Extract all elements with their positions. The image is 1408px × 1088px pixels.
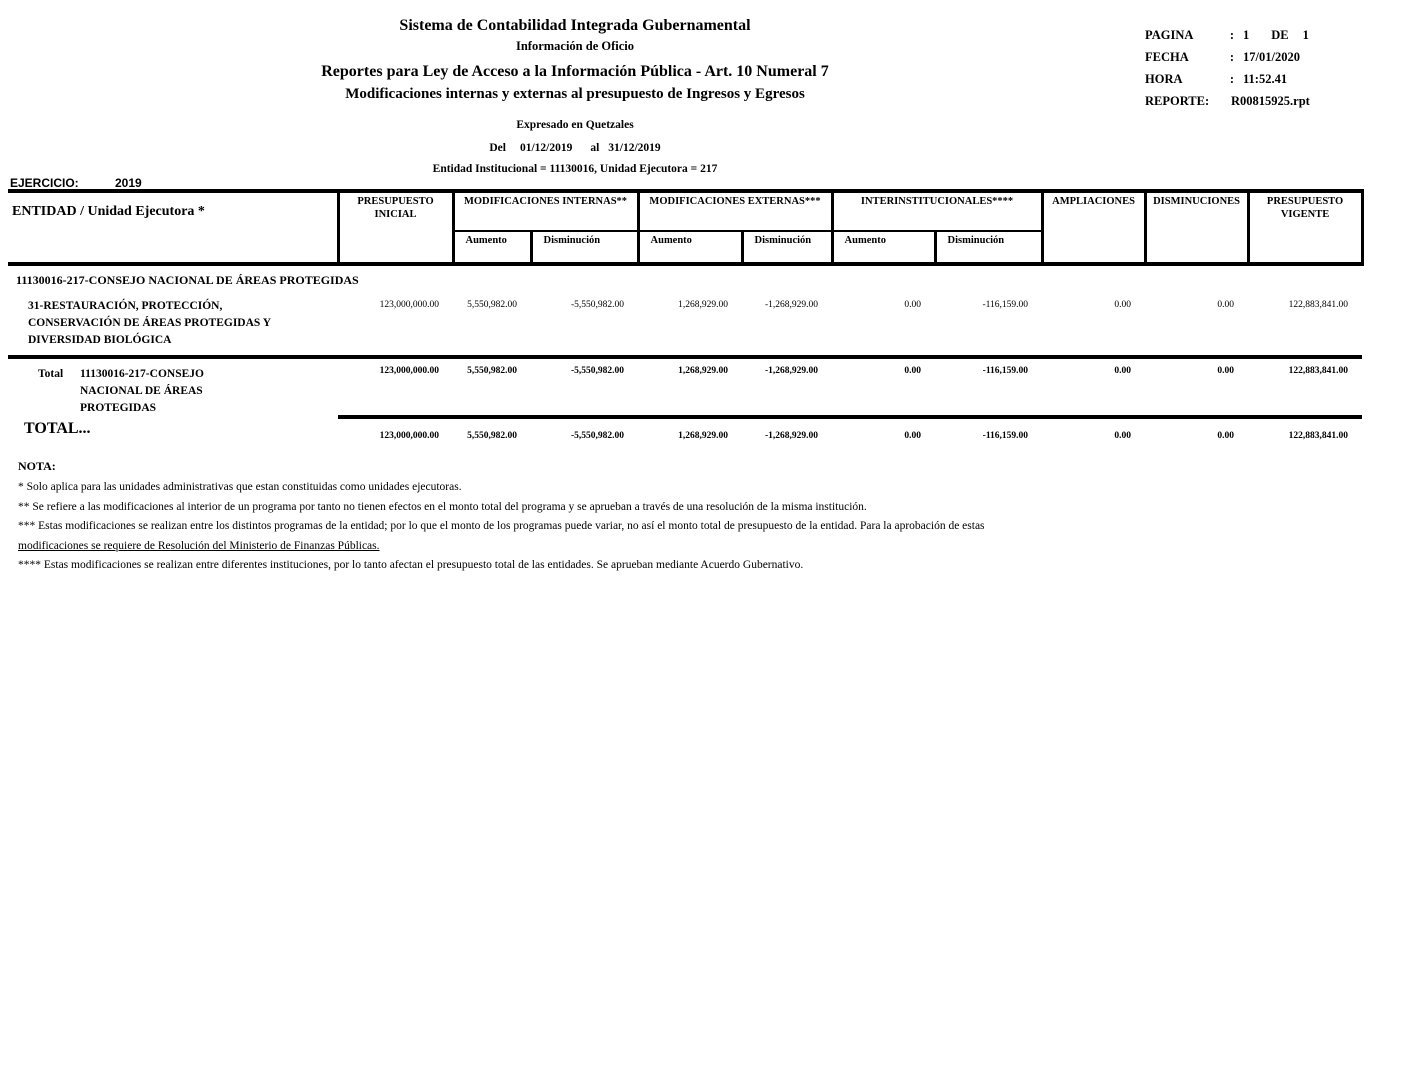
entity-total-description (8, 357, 338, 417)
grand-value-disminuciones: 0.00 (1145, 417, 1248, 449)
grand-value-presupuesto-vigente: 122,883,841.00 (1248, 417, 1362, 449)
grand-value-aumento-internas: 5,550,982.00 (453, 417, 531, 449)
period-to-label: al (590, 142, 600, 154)
total-description-line: NACIONAL DE ÁREAS (80, 385, 203, 397)
total-value-aumento-internas: 5,550,982.00 (467, 366, 517, 376)
total-value-presupuesto-inicial: 123,000,000.00 (379, 366, 439, 376)
value-cell-disminucion-interinst: -116,159.00 (935, 292, 1042, 357)
hora-row (1145, 72, 1395, 87)
grand-total-row (8, 417, 1362, 449)
report-title: Sistema de Contabilidad Integrada Gubernamental (399, 17, 751, 34)
pagina-total: 1 (1302, 28, 1309, 42)
reporte-row (1145, 94, 1395, 109)
value-cell-disminuciones: 0.00 (1145, 292, 1248, 357)
col-aumento-externas-header: Aumento (638, 231, 742, 264)
total-description-line: 11130016-217-CONSEJO (80, 368, 204, 380)
fecha-row (1145, 50, 1395, 65)
value-cell-ampliaciones: 0.00 (1042, 292, 1145, 357)
currency-note: Expresado en Quetzales (516, 119, 634, 131)
grand-value-aumento-interinst: 0.00 (832, 417, 935, 449)
total-description-line: PROTEGIDAS (80, 402, 157, 414)
fecha-colon: : (1229, 50, 1235, 64)
program-row (8, 292, 1362, 357)
program-description-line: CONSERVACIÓN DE ÁREAS PROTEGIDAS Y (28, 317, 272, 329)
pagina-colon: : (1229, 28, 1235, 42)
ejercicio-label: EJERCICIO: (10, 176, 79, 190)
total-description-lines (80, 366, 204, 417)
period-from-date: 01/12/2019 (519, 142, 573, 154)
total-value-disminuciones: 0.00 (1217, 366, 1235, 376)
value-cell-aumento-externas: 1,268,929.00 (638, 292, 742, 357)
pagina-row (1145, 28, 1395, 43)
group-interinstitucionales-header: INTERINSTITUCIONALES**** (832, 191, 1042, 231)
total-value-aumento-externas: 1,268,929.00 (678, 366, 729, 376)
program-description-line: 31-RESTAURACIÓN, PROTECCIÓN, (28, 300, 223, 312)
hora-label: HORA (1145, 72, 1183, 86)
report-header (170, 16, 980, 177)
period-line (170, 141, 980, 156)
col-disminucion-internas-header: Disminución (531, 231, 638, 264)
fecha-label: FECHA (1145, 50, 1189, 64)
ejercicio-line (10, 176, 142, 190)
hora-colon: : (1229, 72, 1235, 86)
value-cell-presupuesto-vigente: 122,883,841.00 (1248, 292, 1362, 357)
entity-group-title: 11130016-217-CONSEJO NACIONAL DE ÁREAS PROTEGIDAS (16, 273, 359, 287)
grand-value-presupuesto-inicial: 123,000,000.00 (338, 417, 453, 449)
nota-line-3: *** Estas modificaciones se realizan entre los distintos programas de la entidad; por lo que el monto de los programas puede variar, no así el monto total de presupuesto de la entidad. Para la aprobación de estas (18, 520, 985, 532)
hora-value: 11:52.41 (1243, 72, 1288, 86)
budget-table (8, 189, 1364, 449)
total-value-disminucion-internas: -5,550,982.00 (570, 366, 625, 376)
nota-line-4: modificaciones se requiere de Resolución del Ministerio de Finanzas Públicas. (18, 539, 380, 552)
group-mod-externas-header: MODIFICACIONES EXTERNAS*** (638, 191, 832, 231)
col-aumento-interinst-header: Aumento (832, 231, 935, 264)
entity-filter-line: Entidad Institucional = 11130016, Unidad Ejecutora = 217 (432, 163, 718, 175)
grand-total-label: TOTAL... (24, 420, 91, 437)
period-from-label: Del (489, 142, 506, 154)
group-mod-internas-header: MODIFICACIONES INTERNAS** (453, 191, 638, 231)
reporte-value: R00815925.rpt (1231, 94, 1310, 108)
col-entity-header: ENTIDAD / Unidad Ejecutora * (8, 191, 338, 264)
grand-value-disminucion-interinst: -116,159.00 (935, 417, 1042, 449)
entity-group-row (8, 264, 1362, 292)
pagina-de-label: DE (1271, 28, 1289, 42)
nota-title: NOTA: (18, 459, 56, 473)
report-subtitle: Información de Oficio (515, 39, 635, 53)
fecha-value: 17/01/2020 (1243, 50, 1300, 64)
program-description-line: DIVERSIDAD BIOLÓGICA (28, 334, 172, 346)
value-cell-disminucion-internas: -5,550,982.00 (531, 292, 638, 357)
col-disminuciones-header: DISMINUCIONES (1145, 191, 1248, 264)
col-aumento-internas-header: Aumento (453, 231, 531, 264)
pagina-label: PAGINA (1145, 28, 1194, 42)
nota-line-1: * Solo aplica para las unidades administrativas que estan constituidas como unidades ejecutoras. (18, 481, 462, 493)
col-presupuesto-inicial-header: PRESUPUESTO INICIAL (338, 191, 453, 264)
col-ampliaciones-header: AMPLIACIONES (1042, 191, 1145, 264)
nota-line-5: **** Estas modificaciones se realizan entre diferentes instituciones, por lo tanto afectan el presupuesto total de las entidades. Se aprueban mediante Acuerdo Gubernativo. (18, 559, 804, 571)
ejercicio-value: 2019 (115, 176, 142, 190)
reporte-label: REPORTE: (1145, 94, 1210, 108)
col-disminucion-externas-header: Disminución (742, 231, 832, 264)
grand-value-disminucion-internas: -5,550,982.00 (531, 417, 638, 449)
value-cell-aumento-internas: 5,550,982.00 (453, 292, 531, 357)
total-value-disminucion-interinst: -116,159.00 (982, 366, 1029, 376)
value-cell-aumento-interinst: 0.00 (832, 292, 935, 357)
total-value-ampliaciones: 0.00 (1114, 366, 1132, 376)
value-cell-presupuesto-inicial: 123,000,000.00 (338, 292, 453, 357)
report-modifications-title: Modificaciones internas y externas al presupuesto de Ingresos y Egresos (345, 86, 805, 102)
total-prefix: Total (38, 368, 64, 380)
report-meta (1145, 28, 1395, 116)
total-value-disminucion-externas: -1,268,929.00 (764, 366, 819, 376)
nota-line-2: ** Se refiere a las modificaciones al interior de un programa por tanto no tienen efectos en el monto total del programa y se aprueban a través de una resolución de la misma institución. (18, 500, 867, 513)
total-value-presupuesto-vigente: 122,883,841.00 (1288, 366, 1349, 376)
total-value-aumento-interinst: 0.00 (904, 366, 922, 376)
entity-total-row (8, 357, 1362, 417)
nota-section (18, 459, 1198, 578)
col-disminucion-interinst-header: Disminución (935, 231, 1042, 264)
program-description (8, 292, 338, 357)
grand-value-disminucion-externas: -1,268,929.00 (742, 417, 832, 449)
report-law-title: Reportes para Ley de Acceso a la Información Pública - Art. 10 Numeral 7 (321, 63, 829, 80)
grand-value-ampliaciones: 0.00 (1042, 417, 1145, 449)
pagina-value: 1 (1243, 28, 1250, 42)
period-to-date: 31/12/2019 (608, 142, 661, 154)
grand-value-aumento-externas: 1,268,929.00 (638, 417, 742, 449)
value-cell-disminucion-externas: -1,268,929.00 (742, 292, 832, 357)
col-presupuesto-vigente-header: PRESUPUESTO VIGENTE (1248, 191, 1362, 264)
